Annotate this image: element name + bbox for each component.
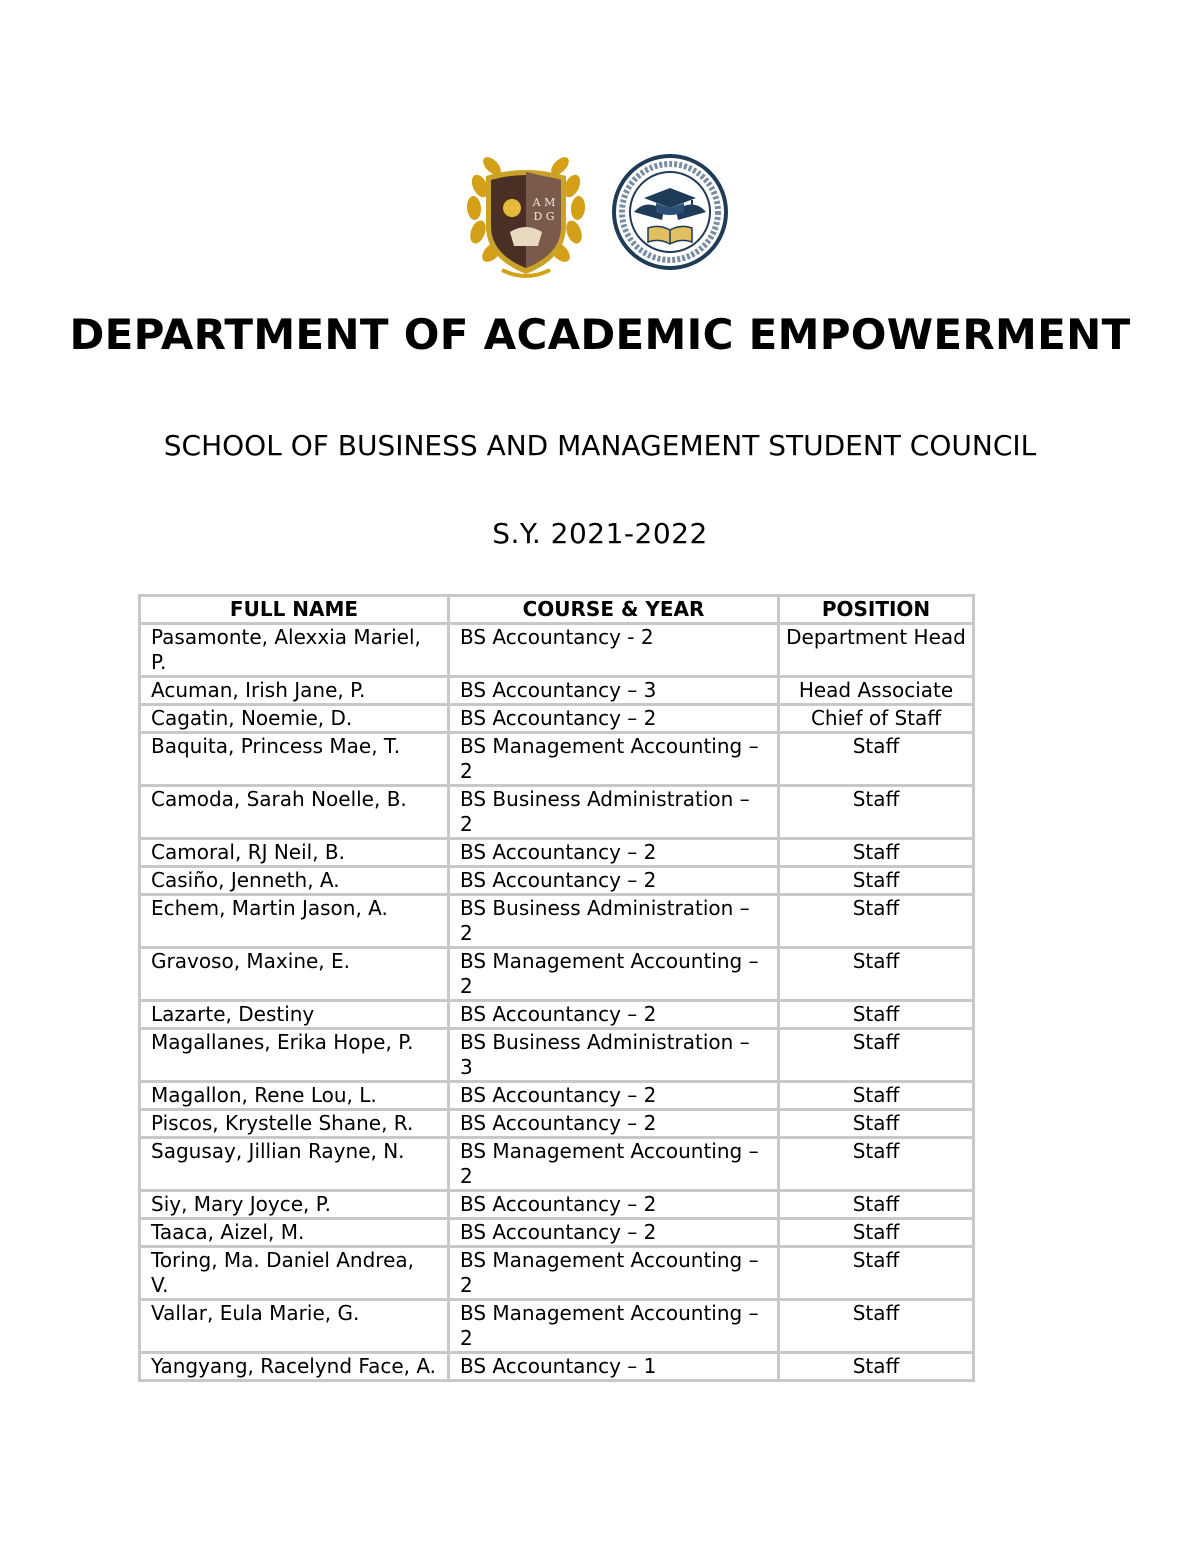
cell-position: Staff bbox=[779, 1110, 974, 1138]
roster-table bbox=[138, 594, 975, 1382]
cell-full-name: Baquita, Princess Mae, T. bbox=[140, 733, 449, 786]
table-row bbox=[140, 1082, 974, 1110]
cell-course-year: BS Management Accounting – 2 bbox=[449, 948, 779, 1001]
table-header-row bbox=[140, 596, 974, 624]
cell-position: Staff bbox=[779, 948, 974, 1001]
cell-course-year: BS Accountancy – 2 bbox=[449, 839, 779, 867]
column-header-course-year: COURSE & YEAR bbox=[449, 596, 779, 624]
cell-course-year: BS Management Accounting – 2 bbox=[449, 733, 779, 786]
cell-position: Staff bbox=[779, 1353, 974, 1381]
table-row bbox=[140, 1219, 974, 1247]
table-row bbox=[140, 1110, 974, 1138]
cell-full-name: Piscos, Krystelle Shane, R. bbox=[140, 1110, 449, 1138]
cell-full-name: Magallon, Rene Lou, L. bbox=[140, 1082, 449, 1110]
cell-full-name: Vallar, Eula Marie, G. bbox=[140, 1300, 449, 1353]
table-row bbox=[140, 1138, 974, 1191]
cell-course-year: BS Management Accounting – 2 bbox=[449, 1247, 779, 1300]
cell-full-name: Cagatin, Noemie, D. bbox=[140, 705, 449, 733]
cell-full-name: Casiño, Jenneth, A. bbox=[140, 867, 449, 895]
cell-position: Staff bbox=[779, 1029, 974, 1082]
svg-text:A M: A M bbox=[532, 196, 556, 209]
cell-position: Staff bbox=[779, 895, 974, 948]
cell-position: Staff bbox=[779, 1001, 974, 1029]
cell-course-year: BS Management Accounting – 2 bbox=[449, 1300, 779, 1353]
cell-position: Staff bbox=[779, 1219, 974, 1247]
school-year: S.Y. 2021-2022 bbox=[492, 517, 708, 550]
cell-full-name: Lazarte, Destiny bbox=[140, 1001, 449, 1029]
cell-course-year: BS Accountancy – 1 bbox=[449, 1353, 779, 1381]
cell-course-year: BS Business Administration – 2 bbox=[449, 786, 779, 839]
column-header-position: POSITION bbox=[779, 596, 974, 624]
cell-course-year: BS Business Administration – 3 bbox=[449, 1029, 779, 1082]
cell-course-year: BS Accountancy – 2 bbox=[449, 1110, 779, 1138]
table-row bbox=[140, 1300, 974, 1353]
cell-course-year: BS Accountancy – 2 bbox=[449, 1219, 779, 1247]
page-title-text: DEPARTMENT OF ACADEMIC EMPOWERMENT bbox=[69, 310, 1131, 359]
cell-full-name: Camoral, RJ Neil, B. bbox=[140, 839, 449, 867]
table-row bbox=[140, 1247, 974, 1300]
cell-full-name: Pasamonte, Alexxia Mariel, P. bbox=[140, 624, 449, 677]
cell-position: Staff bbox=[779, 1138, 974, 1191]
cell-course-year: BS Business Administration – 2 bbox=[449, 895, 779, 948]
page-subtitle-text: SCHOOL OF BUSINESS AND MANAGEMENT STUDENT COUNCIL bbox=[163, 429, 1037, 462]
cell-full-name: Echem, Martin Jason, A. bbox=[140, 895, 449, 948]
cell-full-name: Sagusay, Jillian Rayne, N. bbox=[140, 1138, 449, 1191]
cell-position: Staff bbox=[779, 786, 974, 839]
table-row bbox=[140, 1001, 974, 1029]
table-row bbox=[140, 1353, 974, 1381]
page-subtitle bbox=[0, 428, 1200, 464]
table-row bbox=[140, 1191, 974, 1219]
table-row bbox=[140, 895, 974, 948]
cell-position: Staff bbox=[779, 1300, 974, 1353]
cell-full-name: Magallanes, Erika Hope, P. bbox=[140, 1029, 449, 1082]
department-seal-icon bbox=[612, 154, 728, 270]
column-header-full-name: FULL NAME bbox=[140, 596, 449, 624]
school-crest-icon bbox=[462, 146, 590, 282]
cell-full-name: Acuman, Irish Jane, P. bbox=[140, 677, 449, 705]
cell-course-year: BS Accountancy – 2 bbox=[449, 867, 779, 895]
cell-position: Staff bbox=[779, 1082, 974, 1110]
cell-position: Department Head bbox=[779, 624, 974, 677]
cell-position: Staff bbox=[779, 839, 974, 867]
cell-full-name: Toring, Ma. Daniel Andrea, V. bbox=[140, 1247, 449, 1300]
cell-full-name: Yangyang, Racelynd Face, A. bbox=[140, 1353, 449, 1381]
table-row bbox=[140, 624, 974, 677]
cell-course-year: BS Accountancy – 2 bbox=[449, 1001, 779, 1029]
table-row bbox=[140, 705, 974, 733]
cell-full-name: Camoda, Sarah Noelle, B. bbox=[140, 786, 449, 839]
cell-position: Head Associate bbox=[779, 677, 974, 705]
cell-course-year: BS Management Accounting – 2 bbox=[449, 1138, 779, 1191]
table-row bbox=[140, 948, 974, 1001]
cell-full-name: Siy, Mary Joyce, P. bbox=[140, 1191, 449, 1219]
cell-position: Staff bbox=[779, 733, 974, 786]
cell-position: Staff bbox=[779, 867, 974, 895]
cell-full-name: Gravoso, Maxine, E. bbox=[140, 948, 449, 1001]
table-row bbox=[140, 1029, 974, 1082]
cell-course-year: BS Accountancy – 2 bbox=[449, 1191, 779, 1219]
table-row bbox=[140, 733, 974, 786]
page-title bbox=[0, 310, 1200, 360]
cell-position: Chief of Staff bbox=[779, 705, 974, 733]
svg-text:D G: D G bbox=[533, 210, 555, 223]
cell-course-year: BS Accountancy - 2 bbox=[449, 624, 779, 677]
logo-row bbox=[0, 146, 1200, 282]
cell-course-year: BS Accountancy – 2 bbox=[449, 705, 779, 733]
cell-course-year: BS Accountancy – 2 bbox=[449, 1082, 779, 1110]
table-row bbox=[140, 786, 974, 839]
table-row bbox=[140, 867, 974, 895]
cell-course-year: BS Accountancy – 3 bbox=[449, 677, 779, 705]
cell-full-name: Taaca, Aizel, M. bbox=[140, 1219, 449, 1247]
table-row bbox=[140, 677, 974, 705]
table-row bbox=[140, 839, 974, 867]
cell-position: Staff bbox=[779, 1191, 974, 1219]
cell-position: Staff bbox=[779, 1247, 974, 1300]
table-body bbox=[140, 624, 974, 1381]
